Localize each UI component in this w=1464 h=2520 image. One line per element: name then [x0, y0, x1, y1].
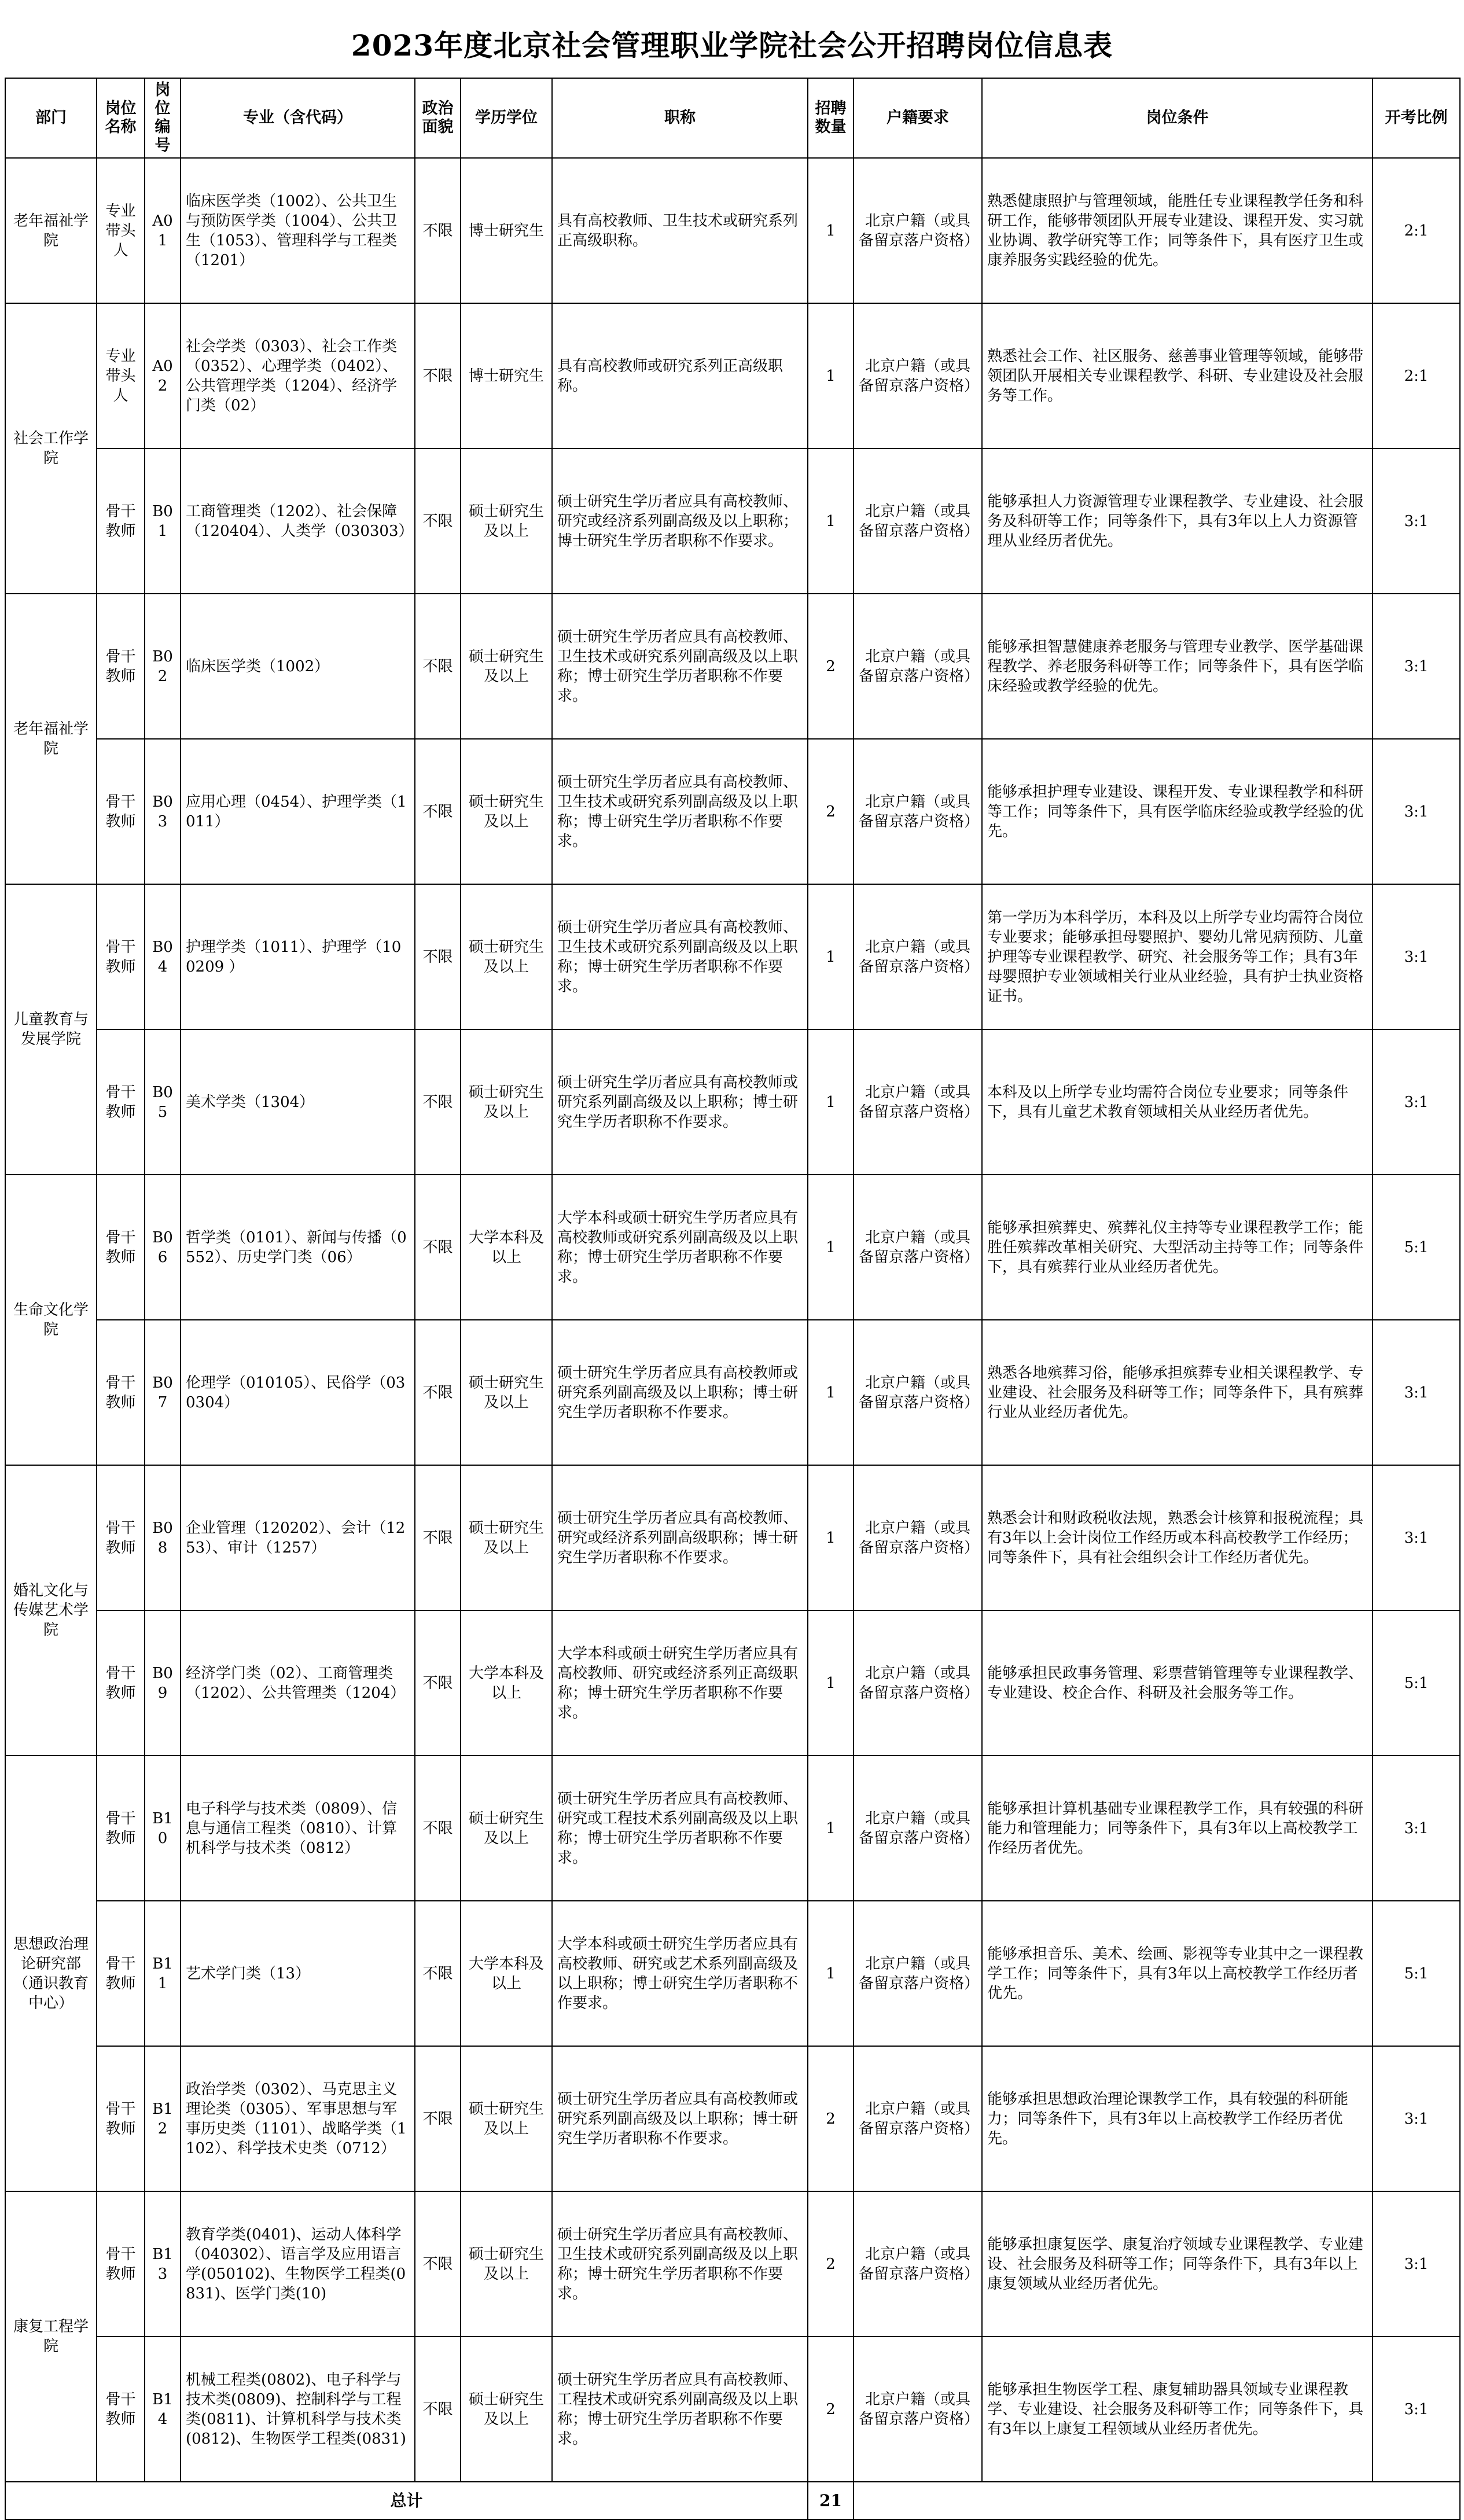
political-cell: 不限: [415, 2337, 461, 2482]
conditions-cell: 第一学历为本科学历，本科及以上所学专业均需符合岗位专业要求；能够承担母婴照护、婴幼儿常见病预防、儿童护理等专业课程教学、研究、社会服务等工作；具有3年母婴照护专业领域相关行业从业经验，具有护士执业资格证书。: [982, 884, 1373, 1029]
hukou-cell: 北京户籍（或具备留京落户资格）: [854, 739, 982, 884]
post-code-cell: B05: [145, 1029, 181, 1175]
political-cell: 不限: [415, 1465, 461, 1610]
ratio-cell: 3:1: [1373, 2191, 1460, 2337]
title-cell: 硕士研究生学历者应具有高校教师、卫生技术或研究系列副高级及以上职称；博士研究生学历者职称不作要求。: [552, 739, 808, 884]
count-cell: 1: [808, 448, 854, 594]
political-cell: 不限: [415, 448, 461, 594]
title-cell: 硕士研究生学历者应具有高校教师、工程技术或研究系列副高级及以上职称；博士研究生学历者职称不作要求。: [552, 2337, 808, 2482]
education-cell: 硕士研究生及以上: [461, 2046, 552, 2191]
conditions-cell: 能够承担康复医学、康复治疗领域专业课程教学、专业建设、社会服务及科研等工作；同等条件下，具有3年以上康复领域从业经历者优先。: [982, 2191, 1373, 2337]
education-cell: 博士研究生: [461, 158, 552, 303]
hukou-cell: 北京户籍（或具备留京落户资格）: [854, 1756, 982, 1901]
table-row: [5, 448, 1460, 594]
post-code-cell: B08: [145, 1465, 181, 1610]
title-cell: 硕士研究生学历者应具有高校教师、研究或工程技术系列副高级及以上职称；博士研究生学历者职称不作要求。: [552, 1756, 808, 1901]
table-row: [5, 884, 1460, 1029]
conditions-cell: 能够承担计算机基础专业课程教学工作，具有较强的科研能力和管理能力；同等条件下，具有3年以上高校教学工作经历者优先。: [982, 1756, 1373, 1901]
conditions-cell: 能够承担生物医学工程、康复辅助器具领域专业课程教学、专业建设、社会服务及科研等工作；同等条件下，具有3年以上康复工程领域从业经历者优先。: [982, 2337, 1373, 2482]
ratio-cell: 2:1: [1373, 158, 1460, 303]
title-cell: 硕士研究生学历者应具有高校教师、卫生技术或研究系列副高级及以上职称；博士研究生学历者职称不作要求。: [552, 2191, 808, 2337]
political-cell: 不限: [415, 2191, 461, 2337]
total-empty: [854, 2482, 1460, 2519]
conditions-cell: 熟悉各地殡葬习俗，能够承担殡葬专业相关课程教学、专业建设、社会服务及科研等工作；同等条件下，具有殡葬行业从业经历者优先。: [982, 1320, 1373, 1465]
ratio-cell: 3:1: [1373, 2046, 1460, 2191]
conditions-cell: 熟悉健康照护与管理领域，能胜任专业课程教学任务和科研工作，能够带领团队开展专业建设、课程开发、实习就业协调、教学研究等工作；同等条件下，具有医疗卫生或康养服务实践经验的优先。: [982, 158, 1373, 303]
post-name-cell: 骨干教师: [97, 2046, 145, 2191]
post-code-cell: B04: [145, 884, 181, 1029]
ratio-cell: 5:1: [1373, 1175, 1460, 1320]
major-cell: 哲学类（0101）、新闻与传播（0552）、历史学门类（06）: [181, 1175, 415, 1320]
major-cell: 临床医学类（1002）、公共卫生与预防医学类（1004）、公共卫生（1053）、管理科学与工程类（1201）: [181, 158, 415, 303]
dept-cell: 社会工作学院: [5, 303, 97, 594]
table-row: [5, 1901, 1460, 2046]
table-row: [5, 1610, 1460, 1756]
post-code-cell: A02: [145, 303, 181, 448]
political-cell: 不限: [415, 1029, 461, 1175]
post-code-cell: A01: [145, 158, 181, 303]
major-cell: 企业管理（120202）、会计（1253）、审计（1257）: [181, 1465, 415, 1610]
title-cell: 具有高校教师、卫生技术或研究系列正高级职称。: [552, 158, 808, 303]
header-hukou: 户籍要求: [854, 78, 982, 158]
dept-cell: 康复工程学院: [5, 2191, 97, 2482]
title-cell: 具有高校教师或研究系列正高级职称。: [552, 303, 808, 448]
major-cell: 伦理学（010105）、民俗学（030304）: [181, 1320, 415, 1465]
major-cell: 艺术学门类（13）: [181, 1901, 415, 2046]
count-cell: 2: [808, 2046, 854, 2191]
table-row: [5, 2337, 1460, 2482]
political-cell: 不限: [415, 158, 461, 303]
dept-cell: 生命文化学院: [5, 1175, 97, 1465]
header-ratio: 开考比例: [1373, 78, 1460, 158]
ratio-cell: 3:1: [1373, 1756, 1460, 1901]
count-cell: 1: [808, 1756, 854, 1901]
table-row: [5, 303, 1460, 448]
title-cell: 大学本科或硕士研究生学历者应具有高校教师、研究或艺术系列副高级及以上职称；博士研究生学历者职称不作要求。: [552, 1901, 808, 2046]
major-cell: 经济学门类（02）、工商管理类（1202）、公共管理类（1204）: [181, 1610, 415, 1756]
table-row: [5, 1320, 1460, 1465]
post-name-cell: 骨干教师: [97, 884, 145, 1029]
major-cell: 电子科学与技术类（0809）、信息与通信工程类（0810）、计算机科学与技术类（0812）: [181, 1756, 415, 1901]
education-cell: 大学本科及以上: [461, 1610, 552, 1756]
hukou-cell: 北京户籍（或具备留京落户资格）: [854, 1465, 982, 1610]
conditions-cell: 熟悉社会工作、社区服务、慈善事业管理等领域，能够带领团队开展相关专业课程教学、科研、专业建设及社会服务等工作。: [982, 303, 1373, 448]
title-cell: 硕士研究生学历者应具有高校教师或研究系列副高级及以上职称；博士研究生学历者职称不作要求。: [552, 2046, 808, 2191]
hukou-cell: 北京户籍（或具备留京落户资格）: [854, 1901, 982, 2046]
total-row: [5, 2482, 1460, 2519]
education-cell: 硕士研究生及以上: [461, 1465, 552, 1610]
education-cell: 硕士研究生及以上: [461, 1029, 552, 1175]
count-cell: 1: [808, 884, 854, 1029]
education-cell: 硕士研究生及以上: [461, 1756, 552, 1901]
hukou-cell: 北京户籍（或具备留京落户资格）: [854, 1029, 982, 1175]
hukou-cell: 北京户籍（或具备留京落户资格）: [854, 2337, 982, 2482]
political-cell: 不限: [415, 1756, 461, 1901]
title-cell: 大学本科或硕士研究生学历者应具有高校教师或研究系列副高级及以上职称；博士研究生学历者职称不作要求。: [552, 1175, 808, 1320]
post-code-cell: B02: [145, 594, 181, 739]
post-name-cell: 骨干教师: [97, 1465, 145, 1610]
post-code-cell: B13: [145, 2191, 181, 2337]
header-post-name: 岗位名称: [97, 78, 145, 158]
header-count: 招聘数量: [808, 78, 854, 158]
conditions-cell: 熟悉会计和财政税收法规，熟悉会计核算和报税流程；具有3年以上会计岗位工作经历或本科高校教学工作经历；同等条件下，具有社会组织会计工作经历者优先。: [982, 1465, 1373, 1610]
education-cell: 博士研究生: [461, 303, 552, 448]
major-cell: 教育学类(0401)、运动人体科学（040302）、语言学及应用语言学(050102)、生物医学工程类(0831)、医学门类(10): [181, 2191, 415, 2337]
table-row: [5, 158, 1460, 303]
header-political: 政治面貌: [415, 78, 461, 158]
recruitment-table: [5, 78, 1461, 2520]
hukou-cell: 北京户籍（或具备留京落户资格）: [854, 448, 982, 594]
table-row: [5, 1175, 1460, 1320]
political-cell: 不限: [415, 739, 461, 884]
header-post-code: 岗位编号: [145, 78, 181, 158]
major-cell: 护理学类（1011）、护理学（100209 ）: [181, 884, 415, 1029]
ratio-cell: 5:1: [1373, 1610, 1460, 1756]
ratio-cell: 5:1: [1373, 1901, 1460, 2046]
major-cell: 社会学类（0303）、社会工作类（0352）、心理学类（0402）、公共管理学类（1204）、经济学门类（02）: [181, 303, 415, 448]
education-cell: 硕士研究生及以上: [461, 1320, 552, 1465]
post-name-cell: 骨干教师: [97, 1175, 145, 1320]
dept-cell: 老年福祉学院: [5, 594, 97, 884]
post-name-cell: 专业带头人: [97, 303, 145, 448]
dept-cell: 儿童教育与发展学院: [5, 884, 97, 1175]
header-education: 学历学位: [461, 78, 552, 158]
title-cell: 硕士研究生学历者应具有高校教师、研究或经济系列副高级及以上职称；博士研究生学历者职称不作要求。: [552, 448, 808, 594]
ratio-cell: 3:1: [1373, 1465, 1460, 1610]
table-row: [5, 1465, 1460, 1610]
post-name-cell: 骨干教师: [97, 594, 145, 739]
ratio-cell: 2:1: [1373, 303, 1460, 448]
count-cell: 2: [808, 594, 854, 739]
political-cell: 不限: [415, 594, 461, 739]
education-cell: 硕士研究生及以上: [461, 594, 552, 739]
count-cell: 2: [808, 2337, 854, 2482]
table-row: [5, 1029, 1460, 1175]
table-row: [5, 2046, 1460, 2191]
ratio-cell: 3:1: [1373, 594, 1460, 739]
total-count: 21: [808, 2482, 854, 2519]
count-cell: 1: [808, 303, 854, 448]
dept-cell: 老年福祉学院: [5, 158, 97, 303]
header-row: [5, 78, 1460, 158]
post-name-cell: 骨干教师: [97, 1029, 145, 1175]
post-code-cell: B06: [145, 1175, 181, 1320]
education-cell: 硕士研究生及以上: [461, 884, 552, 1029]
political-cell: 不限: [415, 2046, 461, 2191]
ratio-cell: 3:1: [1373, 739, 1460, 884]
title-cell: 硕士研究生学历者应具有高校教师、卫生技术或研究系列副高级及以上职称；博士研究生学历者职称不作要求。: [552, 594, 808, 739]
table-row: [5, 594, 1460, 739]
ratio-cell: 3:1: [1373, 1029, 1460, 1175]
post-code-cell: B03: [145, 739, 181, 884]
ratio-cell: 3:1: [1373, 1320, 1460, 1465]
ratio-cell: 3:1: [1373, 2337, 1460, 2482]
title-cell: 硕士研究生学历者应具有高校教师、卫生技术或研究系列副高级及以上职称；博士研究生学历者职称不作要求。: [552, 884, 808, 1029]
political-cell: 不限: [415, 303, 461, 448]
post-code-cell: B11: [145, 1901, 181, 2046]
table-row: [5, 1756, 1460, 1901]
conditions-cell: 能够承担民政事务管理、彩票营销管理等专业课程教学、专业建设、校企合作、科研及社会服务等工作。: [982, 1610, 1373, 1756]
title-cell: 硕士研究生学历者应具有高校教师、研究或经济系列副高级职称；博士研究生学历者职称不作要求。: [552, 1465, 808, 1610]
major-cell: 工商管理类（1202）、社会保障（120404）、人类学（030303）: [181, 448, 415, 594]
post-name-cell: 骨干教师: [97, 1610, 145, 1756]
post-name-cell: 专业带头人: [97, 158, 145, 303]
title-cell: 大学本科或硕士研究生学历者应具有高校教师、研究或经济系列正高级职称；博士研究生学历者职称不作要求。: [552, 1610, 808, 1756]
political-cell: 不限: [415, 884, 461, 1029]
post-name-cell: 骨干教师: [97, 739, 145, 884]
header-major: 专业（含代码）: [181, 78, 415, 158]
hukou-cell: 北京户籍（或具备留京落户资格）: [854, 303, 982, 448]
post-name-cell: 骨干教师: [97, 2191, 145, 2337]
hukou-cell: 北京户籍（或具备留京落户资格）: [854, 594, 982, 739]
post-code-cell: B01: [145, 448, 181, 594]
political-cell: 不限: [415, 1320, 461, 1465]
political-cell: 不限: [415, 1610, 461, 1756]
table-row: [5, 739, 1460, 884]
post-code-cell: B09: [145, 1610, 181, 1756]
dept-cell: 婚礼文化与传媒艺术学院: [5, 1465, 97, 1756]
conditions-cell: 本科及以上所学专业均需符合岗位专业要求；同等条件下，具有儿童艺术教育领域相关从业经历者优先。: [982, 1029, 1373, 1175]
count-cell: 1: [808, 1320, 854, 1465]
major-cell: 美术学类（1304）: [181, 1029, 415, 1175]
header-conditions: 岗位条件: [982, 78, 1373, 158]
post-code-cell: B12: [145, 2046, 181, 2191]
major-cell: 应用心理（0454）、护理学类（1011）: [181, 739, 415, 884]
education-cell: 硕士研究生及以上: [461, 739, 552, 884]
hukou-cell: 北京户籍（或具备留京落户资格）: [854, 1175, 982, 1320]
conditions-cell: 能够承担殡葬史、殡葬礼仪主持等专业课程教学工作；能胜任殡葬改革相关研究、大型活动主持等工作；同等条件下，具有殡葬行业从业经历者优先。: [982, 1175, 1373, 1320]
count-cell: 1: [808, 1465, 854, 1610]
political-cell: 不限: [415, 1175, 461, 1320]
page-title: 2023年度北京社会管理职业学院社会公开招聘岗位信息表: [351, 28, 1113, 62]
education-cell: 硕士研究生及以上: [461, 2191, 552, 2337]
post-code-cell: B14: [145, 2337, 181, 2482]
conditions-cell: 能够承担思想政治理论课教学工作，具有较强的科研能力；同等条件下，具有3年以上高校教学工作经历者优先。: [982, 2046, 1373, 2191]
header-title: 职称: [552, 78, 808, 158]
education-cell: 硕士研究生及以上: [461, 448, 552, 594]
post-name-cell: 骨干教师: [97, 448, 145, 594]
dept-cell: 思想政治理论研究部（通识教育中心）: [5, 1756, 97, 2191]
conditions-cell: 能够承担智慧健康养老服务与管理专业教学、医学基础课程教学、养老服务科研等工作；同等条件下，具有医学临床经验或教学经验的优先。: [982, 594, 1373, 739]
hukou-cell: 北京户籍（或具备留京落户资格）: [854, 2191, 982, 2337]
post-code-cell: B10: [145, 1756, 181, 1901]
header-dept: 部门: [5, 78, 97, 158]
conditions-cell: 能够承担护理专业建设、课程开发、专业课程教学和科研等工作；同等条件下，具有医学临床经验或教学经验的优先。: [982, 739, 1373, 884]
major-cell: 临床医学类（1002）: [181, 594, 415, 739]
count-cell: 2: [808, 739, 854, 884]
count-cell: 1: [808, 158, 854, 303]
hukou-cell: 北京户籍（或具备留京落户资格）: [854, 2046, 982, 2191]
post-name-cell: 骨干教师: [97, 1320, 145, 1465]
post-name-cell: 骨干教师: [97, 2337, 145, 2482]
education-cell: 大学本科及以上: [461, 1175, 552, 1320]
major-cell: 政治学类（0302）、马克思主义理论类（0305）、军事思想与军事历史类（1101）、战略学类（1102）、科学技术史类（0712）: [181, 2046, 415, 2191]
count-cell: 1: [808, 1029, 854, 1175]
title-cell: 硕士研究生学历者应具有高校教师或研究系列副高级及以上职称；博士研究生学历者职称不作要求。: [552, 1029, 808, 1175]
conditions-cell: 能够承担音乐、美术、绘画、影视等专业其中之一课程教学工作；同等条件下，具有3年以上高校教学工作经历者优先。: [982, 1901, 1373, 2046]
education-cell: 大学本科及以上: [461, 1901, 552, 2046]
count-cell: 2: [808, 2191, 854, 2337]
conditions-cell: 能够承担人力资源管理专业课程教学、专业建设、社会服务及科研等工作；同等条件下，具有3年以上人力资源管理从业经历者优先。: [982, 448, 1373, 594]
major-cell: 机械工程类(0802)、电子科学与技术类(0809)、控制科学与工程类(0811)、计算机科学与技术类(0812)、生物医学工程类(0831): [181, 2337, 415, 2482]
count-cell: 1: [808, 1610, 854, 1756]
political-cell: 不限: [415, 1901, 461, 2046]
title-cell: 硕士研究生学历者应具有高校教师或研究系列副高级及以上职称；博士研究生学历者职称不作要求。: [552, 1320, 808, 1465]
post-name-cell: 骨干教师: [97, 1756, 145, 1901]
hukou-cell: 北京户籍（或具备留京落户资格）: [854, 1320, 982, 1465]
table-row: [5, 2191, 1460, 2337]
hukou-cell: 北京户籍（或具备留京落户资格）: [854, 158, 982, 303]
count-cell: 1: [808, 1175, 854, 1320]
ratio-cell: 3:1: [1373, 448, 1460, 594]
total-label: 总计: [5, 2482, 808, 2519]
count-cell: 1: [808, 1901, 854, 2046]
post-name-cell: 骨干教师: [97, 1901, 145, 2046]
post-code-cell: B07: [145, 1320, 181, 1465]
education-cell: 硕士研究生及以上: [461, 2337, 552, 2482]
hukou-cell: 北京户籍（或具备留京落户资格）: [854, 884, 982, 1029]
ratio-cell: 3:1: [1373, 884, 1460, 1029]
hukou-cell: 北京户籍（或具备留京落户资格）: [854, 1610, 982, 1756]
